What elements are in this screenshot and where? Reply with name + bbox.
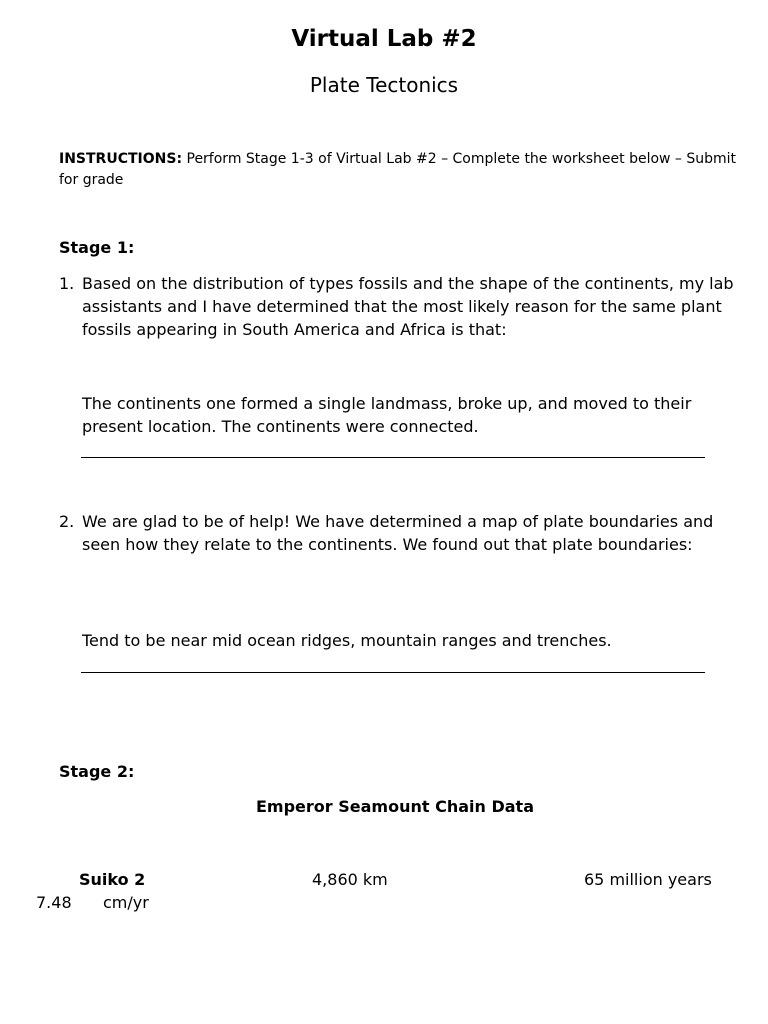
instructions: [59, 149, 739, 191]
question-2-number: 2.: [59, 512, 75, 531]
table-title: Emperor Seamount Chain Data: [256, 797, 534, 816]
question-1-answer: The continents one formed a single landmass, broke up, and moved to their present location. The continents were connected.: [82, 394, 692, 436]
seamount-rate-value: 7.48: [36, 893, 72, 912]
question-1-number: 1.: [59, 274, 75, 293]
stage1-heading: Stage 1:: [59, 238, 135, 257]
stage2-heading: Stage 2:: [59, 762, 135, 781]
question-1-text: Based on the distribution of types fossils and the shape of the continents, my lab assistants and I have determined that the most likely reason for the same plant fossils appearing in South America and Africa is that:: [82, 274, 734, 339]
instructions-label: INSTRUCTIONS:: [59, 151, 183, 167]
seamount-rate-unit: cm/yr: [103, 893, 149, 912]
instructions-text: Perform Stage 1-3 of Virtual Lab #2 – Complete the worksheet below – Submit for grade: [59, 151, 737, 188]
page-title: Virtual Lab #2: [291, 26, 477, 52]
question-2-answer: Tend to be near mid ocean ridges, mountain ranges and trenches.: [82, 631, 612, 650]
seamount-distance: 4,860 km: [312, 870, 388, 889]
seamount-age: 65 million years: [584, 870, 712, 889]
page-subtitle: Plate Tectonics: [309, 73, 459, 97]
answer-2-underline: [81, 672, 705, 673]
seamount-name: Suiko 2: [79, 870, 146, 889]
answer-1-underline: [81, 457, 705, 458]
question-2-text: We are glad to be of help! We have determined a map of plate boundaries and seen how they relate to the continents. We found out that plate boundaries:: [82, 512, 714, 554]
